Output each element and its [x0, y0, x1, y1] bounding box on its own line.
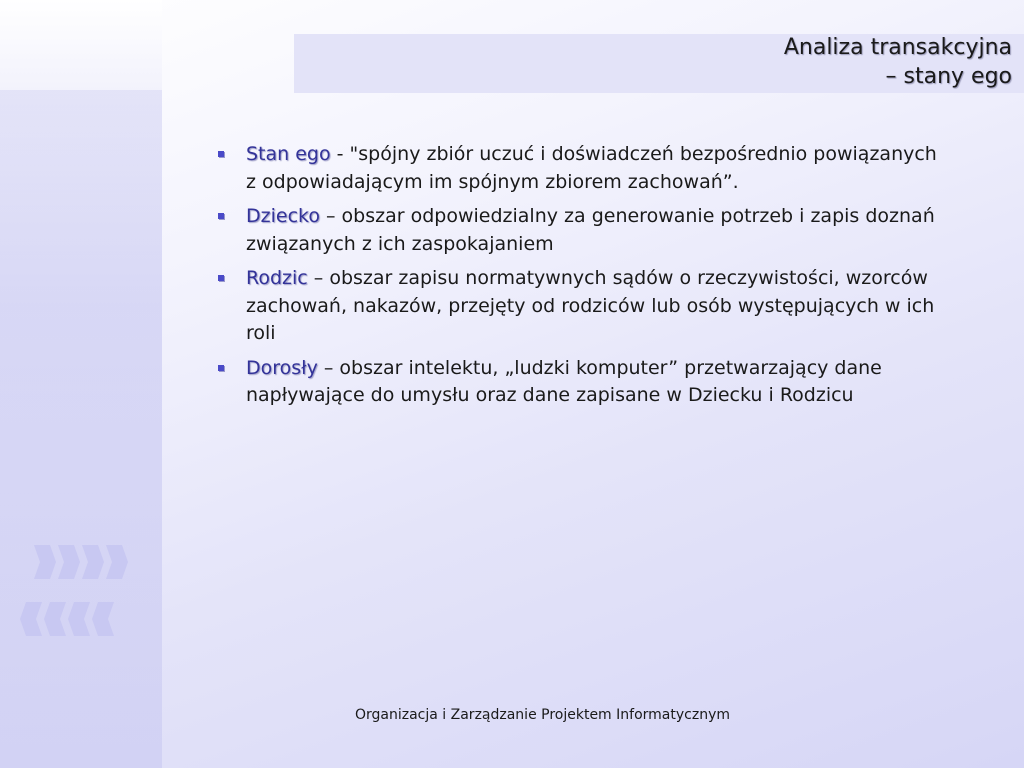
chevron-left-icon [92, 602, 114, 636]
chevron-left-icon [44, 602, 66, 636]
chevron-right-icon [106, 545, 128, 579]
sidebar-shade [0, 90, 162, 768]
bullet-term: Dziecko [246, 205, 320, 227]
bullet-item-stan-ego [215, 141, 940, 196]
bullet-text: – obszar intelektu, „ludzki komputer” przetwarzający dane napływające do umysłu oraz dane zapisane w Dziecku i Rodzicu [246, 356, 882, 406]
chevron-left-icon [68, 602, 90, 636]
bullet-term: Rodzic [246, 267, 308, 289]
chevron-right-icon [34, 545, 56, 579]
bullet-text: - "spójny zbiór uczuć i doświadczeń bezpośrednio powiązanych z odpowiadającym im spójnym zbiorem zachowań”. [246, 143, 937, 193]
title-line-1: Analiza transakcyjna [783, 35, 1012, 60]
chevron-left-icon [20, 602, 42, 636]
chevron-right-icon [58, 545, 80, 579]
chevron-decoration-icon [20, 545, 140, 645]
bullet-list [215, 141, 940, 417]
page-title [612, 33, 1012, 91]
title-line-2: – stany ego [885, 64, 1012, 89]
bullet-item-dziecko [215, 203, 940, 258]
bullet-text: – obszar zapisu normatywnych sądów o rzeczywistości, wzorców zachowań, nakazów, przejęty od rodziców lub osób występujących w ich roli [246, 267, 935, 344]
bullet-term: Stan ego [246, 143, 331, 165]
chevron-right-icon [82, 545, 104, 579]
bullet-square-icon [218, 151, 224, 157]
bullet-term: Dorosły [246, 356, 318, 379]
bullet-item-rodzic [215, 265, 940, 348]
bullet-square-icon [218, 213, 224, 219]
bullet-square-icon [218, 275, 224, 281]
bullet-item-dorosly [215, 355, 940, 410]
footer-text: Organizacja i Zarządzanie Projektem Informatycznym [355, 707, 730, 723]
bullet-text: – obszar odpowiedzialny za generowanie potrzeb i zapis doznań związanych z ich zaspokajaniem [246, 205, 935, 255]
bullet-square-icon [218, 365, 224, 371]
